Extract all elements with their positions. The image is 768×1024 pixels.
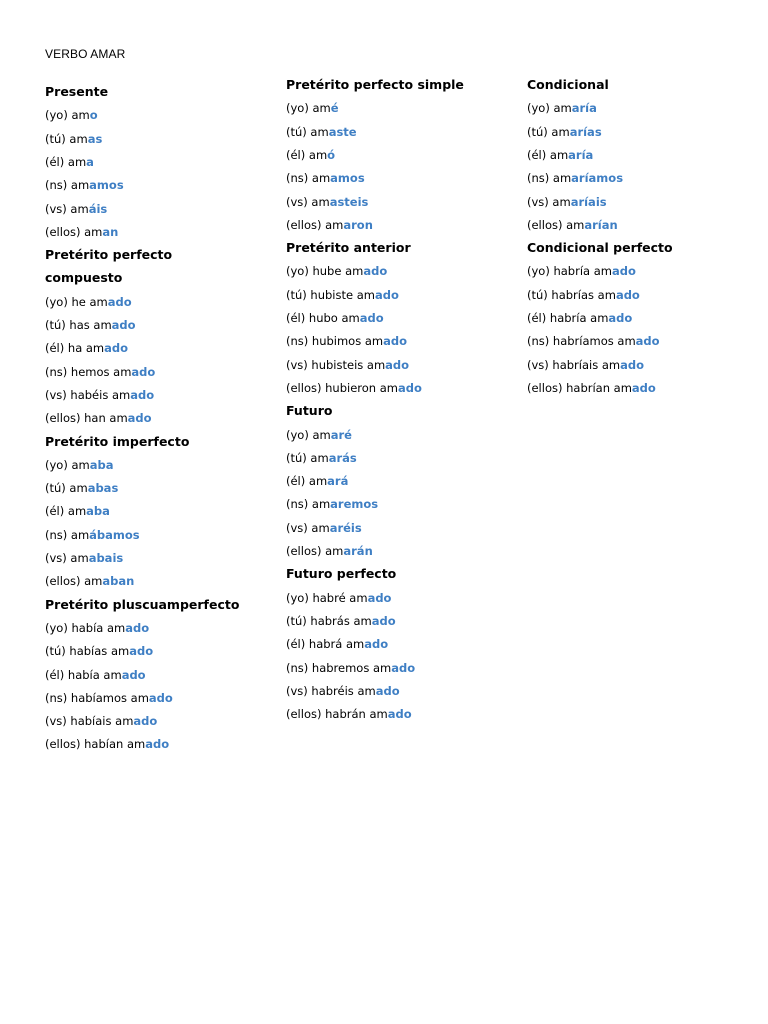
tense-heading: compuesto (45, 270, 123, 286)
verb-stem: (yo) hube am (286, 264, 364, 279)
verb-ending: arás (328, 450, 357, 465)
verb-stem: (ns) hemos am (45, 364, 132, 379)
conjugation-form (527, 217, 618, 233)
conjugation-form (45, 340, 128, 356)
conjugation-form (45, 480, 118, 496)
verb-ending: ado (620, 357, 645, 372)
verb-ending: arán (343, 544, 373, 558)
verb-ending: aría (571, 101, 597, 116)
conjugation-form (286, 217, 373, 233)
conjugation-form (45, 131, 102, 147)
verb-stem: (ellos) am (45, 574, 103, 589)
conjugation-form (286, 147, 335, 163)
verb-stem: (yo) había am (45, 620, 126, 635)
conjugation-form (45, 107, 98, 123)
verb-stem: (ns) habríamos am (527, 334, 636, 349)
verb-ending: ado (635, 334, 660, 349)
verb-stem: (vs) hubisteis am (286, 357, 386, 372)
conjugation-form (286, 590, 391, 606)
verb-ending: ó (327, 147, 336, 162)
verb-stem: (vs) am (286, 194, 330, 209)
conjugation-form (286, 100, 339, 116)
conjugation-form (286, 124, 357, 140)
conjugation-form (286, 520, 362, 536)
conjugation-form (286, 427, 352, 443)
conjugation-form (286, 543, 373, 559)
conjugation-form (286, 310, 384, 326)
conjugation-form (45, 713, 157, 729)
verb-stem: (él) habría am (527, 311, 609, 325)
verb-stem: (yo) habré am (286, 590, 368, 605)
verb-stem: (él) am (527, 147, 569, 162)
conjugation-form (286, 496, 378, 512)
verb-ending: aréis (329, 520, 362, 535)
verb-ending: aba (86, 504, 110, 519)
conjugation-form (45, 154, 94, 170)
verb-stem: (yo) am (286, 101, 331, 116)
conjugation-form (45, 387, 154, 403)
verb-stem: (ns) am (286, 497, 331, 512)
tense-heading: Pretérito pluscuamperfecto (45, 596, 240, 612)
verb-ending: abas (87, 481, 119, 496)
verb-ending: ado (125, 620, 150, 635)
verb-ending: o (89, 108, 98, 123)
verb-ending: ado (391, 660, 416, 675)
verb-ending: é (330, 101, 339, 116)
verb-stem: (él) ha am (45, 341, 105, 356)
verb-ending: ado (359, 311, 384, 325)
verb-ending: aste (328, 124, 357, 139)
verb-stem: (yo) am (286, 427, 331, 442)
conjugation-form (286, 683, 400, 699)
verb-stem: (tú) am (286, 124, 329, 139)
verb-ending: an (102, 224, 119, 239)
tense-heading: Presente (45, 84, 109, 99)
verb-stem: (tú) habías am (45, 644, 130, 659)
conjugation-form (45, 503, 110, 519)
conjugation-form (45, 690, 173, 706)
verb-stem: (él) am (45, 504, 87, 519)
page-title: VERBO AMAR (45, 47, 126, 61)
tense-heading: Futuro (286, 403, 333, 419)
verb-stem: (ns) habíamos am (45, 690, 149, 705)
verb-stem: (ellos) am (286, 217, 344, 232)
verb-stem: (tú) habrás am (286, 613, 372, 628)
verb-ending: ado (374, 287, 399, 302)
verb-ending: ado (131, 364, 156, 379)
verb-stem: (tú) am (286, 450, 329, 465)
verb-ending: ado (397, 380, 422, 395)
verb-stem: (yo) am (45, 457, 90, 472)
verb-stem: (ellos) habrían am (527, 380, 632, 395)
verb-stem: (yo) am (45, 108, 90, 123)
tense-heading: Pretérito imperfecto (45, 433, 190, 449)
verb-ending: aré (330, 427, 352, 442)
verb-ending: ado (148, 690, 173, 705)
verb-stem: (tú) has am (45, 318, 112, 332)
verb-ending: ado (383, 334, 408, 349)
tense-heading: Condicional perfecto (527, 240, 673, 256)
verb-stem: (tú) am (45, 481, 88, 496)
verb-ending: ado (385, 357, 410, 372)
conjugation-form (45, 550, 123, 566)
verb-ending: ado (367, 590, 392, 605)
verb-ending: aba (89, 457, 114, 472)
verb-ending: ado (363, 264, 388, 279)
conjugation-form (45, 177, 124, 193)
verb-stem: (él) am (45, 154, 87, 169)
verb-ending: aríamos (571, 171, 624, 186)
conjugation-form (286, 263, 387, 279)
conjugation-form (286, 450, 357, 466)
verb-stem: (ellos) hubieron am (286, 380, 398, 395)
verb-ending: ado (364, 637, 389, 652)
verb-stem: (ellos) han am (45, 411, 128, 426)
verb-stem: (ns) habremos am (286, 660, 392, 675)
verb-ending: asteis (329, 194, 369, 209)
verb-ending: ado (107, 294, 132, 309)
conjugation-form (286, 660, 415, 676)
verb-stem: (yo) habría am (527, 264, 612, 279)
verb-ending: áis (88, 201, 108, 216)
verb-ending: a (86, 154, 94, 169)
verb-ending: abais (88, 551, 124, 565)
verb-ending: aríais (570, 194, 607, 209)
verb-stem: (vs) habíais am (45, 714, 134, 729)
conjugation-form (527, 124, 602, 140)
verb-stem: (él) habrá am (286, 637, 365, 652)
conjugation-form (45, 573, 134, 589)
conjugation-form (527, 100, 597, 116)
verb-ending: ado (127, 411, 152, 426)
conjugation-form (286, 706, 412, 722)
conjugation-form (45, 667, 146, 683)
conjugation-form (45, 643, 153, 659)
verb-stem: (vs) habéis am (45, 387, 131, 402)
verb-stem: (ellos) am (527, 217, 585, 232)
verb-ending: aron (343, 217, 373, 232)
verb-stem: (tú) am (527, 124, 570, 139)
verb-stem: (ns) am (527, 171, 572, 186)
conjugation-form (527, 380, 656, 396)
verb-stem: (ellos) habrán am (286, 707, 388, 722)
verb-ending: arían (584, 217, 618, 232)
verb-stem: (vs) am (527, 194, 571, 209)
verb-ending: ado (608, 311, 633, 325)
verb-stem: (yo) am (527, 101, 572, 116)
verb-stem: (vs) habríais am (527, 357, 621, 372)
verb-ending: ado (375, 683, 400, 698)
verb-stem: (vs) am (286, 520, 330, 535)
verb-stem: (tú) am (45, 131, 88, 146)
verb-stem: (vs) habréis am (286, 683, 376, 698)
conjugation-form (527, 147, 593, 163)
conjugation-form (45, 224, 118, 240)
verb-stem: (ellos) am (45, 224, 103, 239)
verb-ending: ado (130, 387, 155, 402)
verb-ending: ado (631, 380, 656, 395)
verb-stem: (ellos) habían am (45, 737, 146, 752)
tense-heading: Condicional (527, 77, 609, 92)
conjugation-form (45, 410, 152, 426)
conjugation-form (286, 473, 348, 489)
conjugation-form (527, 310, 632, 326)
verb-ending: ado (387, 707, 412, 722)
verb-stem: (tú) hubiste am (286, 287, 375, 302)
verb-ending: amos (89, 178, 124, 193)
verb-stem: (ns) hubimos am (286, 334, 384, 349)
verb-ending: ado (615, 287, 640, 302)
conjugation-form (286, 636, 388, 652)
tense-heading: Pretérito perfecto (45, 247, 173, 263)
verb-ending: ado (611, 264, 636, 279)
conjugation-form (45, 317, 136, 333)
verb-stem: (él) am (286, 474, 328, 489)
verb-ending: ado (129, 644, 154, 659)
verb-ending: ado (133, 714, 158, 729)
verb-stem: (vs) am (45, 201, 89, 216)
conjugation-form (286, 287, 399, 303)
conjugation-form (286, 357, 409, 373)
conjugation-form (45, 294, 132, 310)
conjugation-form (45, 527, 140, 543)
verb-stem: (él) hubo am (286, 311, 360, 325)
verb-ending: ado (111, 318, 136, 332)
verb-ending: arías (569, 124, 602, 139)
conjugation-form (527, 333, 660, 349)
verb-ending: as (87, 131, 103, 146)
tense-heading: Futuro perfecto (286, 566, 397, 582)
verb-ending: ado (371, 613, 396, 628)
conjugation-form (286, 194, 368, 210)
conjugation-form (527, 357, 644, 373)
tense-heading: Pretérito anterior (286, 240, 411, 256)
conjugation-form (286, 170, 365, 186)
verb-ending: aremos (330, 497, 379, 512)
conjugation-form (286, 613, 396, 629)
tense-heading: Pretérito perfecto simple (286, 77, 464, 92)
conjugation-form (45, 736, 169, 752)
conjugation-form (286, 333, 407, 349)
verb-ending: amos (330, 171, 365, 186)
verb-stem: (ellos) am (286, 544, 344, 558)
conjugation-form (286, 380, 422, 396)
verb-stem: (tú) habrías am (527, 287, 616, 302)
conjugation-form (45, 457, 114, 473)
verb-stem: (vs) am (45, 551, 89, 565)
verb-stem: (ns) am (45, 527, 90, 542)
verb-ending: ado (145, 737, 170, 752)
conjugation-form (45, 620, 149, 636)
verb-ending: aría (568, 147, 594, 162)
conjugation-form (527, 263, 636, 279)
conjugation-form (45, 364, 155, 380)
verb-stem: (ns) am (286, 171, 331, 186)
verb-ending: ado (104, 341, 129, 356)
verb-stem: (ns) am (45, 178, 90, 193)
verb-ending: ábamos (89, 527, 140, 542)
verb-ending: aban (102, 574, 135, 589)
conjugation-form (527, 287, 640, 303)
conjugation-form (527, 170, 623, 186)
verb-ending: ado (121, 667, 146, 682)
conjugation-form (45, 201, 107, 217)
verb-stem: (yo) he am (45, 294, 108, 309)
verb-ending: ará (327, 474, 349, 489)
conjugation-form (527, 194, 607, 210)
verb-stem: (él) am (286, 147, 328, 162)
verb-stem: (él) había am (45, 667, 122, 682)
